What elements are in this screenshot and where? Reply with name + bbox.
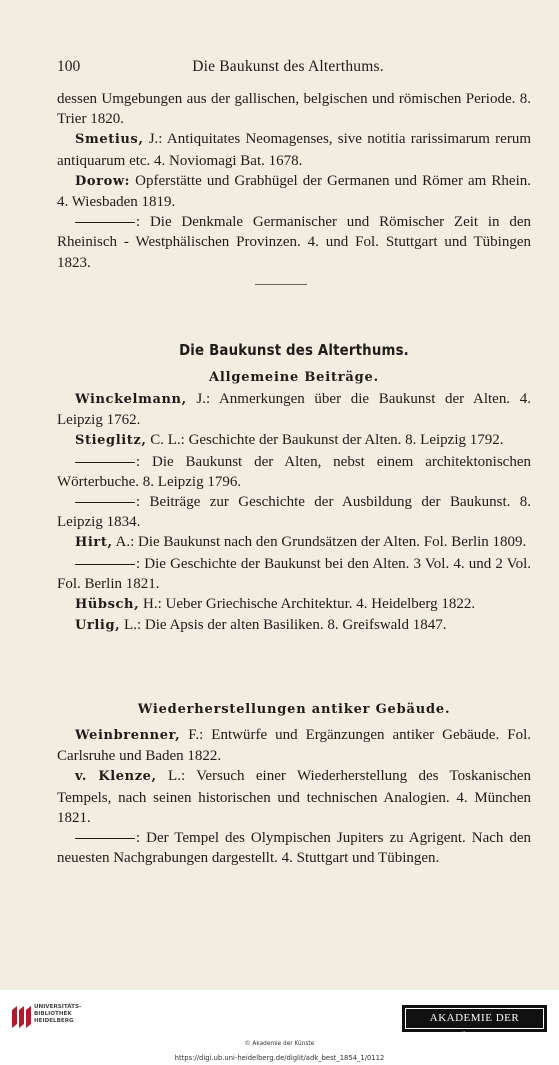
bib-entry [57,725,531,766]
section-divider [255,284,307,285]
author-name: Stieglitz, [75,433,147,449]
entry-text: : Die Geschichte der Baukunst bei den Alten. 3 Vol. 4. und 2 Vol. Fol. Berlin 1821. [57,555,531,592]
entry-text: : Die Denkmale Germanischer und Römischer Zeit in den Rheinisch - Westphälischen Provinzen. 4. und Fol. Stuttgart und Tübingen 1823. [57,214,531,271]
subsection-title-reconstructions: Wiederherstellungen antiker Gebäude. [137,702,451,717]
page-number: 100 [57,58,81,75]
bib-entry [57,452,531,492]
source-url-link[interactable]: https://digi.ub.uni-heidelberg.de/diglit/adk_best_1854_1/0112 [174,1054,385,1062]
author-prefix: v. [75,769,87,785]
bib-entry [57,212,531,273]
copyright-notice: © Akademie der Künste [244,1041,315,1047]
author-name: Smetius, [75,132,144,148]
author-name: Winckelmann, [75,392,187,407]
running-title: Die Baukunst des Alterthums. [192,58,384,75]
bib-entry [57,766,531,828]
entry-text: : Die Baukunst der Alten, nebst einem architektonischen Wörterbuche. 8. Leipzig 1796. [57,453,531,490]
author-name: Dorow: [75,173,131,189]
ditto-dash [75,462,135,463]
bibliography-general [57,389,531,636]
author-name: Klenze, [98,769,157,785]
bib-entry [57,554,531,594]
author-name: Hübsch, [75,597,140,613]
bib-entry [57,430,531,451]
author-name: Hirt, [75,535,113,551]
bibliography-top [57,89,531,273]
bibliography-reconstructions [57,725,531,868]
bib-entry [57,828,531,868]
bib-entry [57,594,531,615]
ditto-dash [75,502,135,503]
bib-entry [57,492,531,532]
university-library-logo-icon[interactable] [10,1004,32,1030]
subsection-title-general: Allgemeine Beiträge. [209,370,379,385]
running-header [57,58,519,78]
entry-text: Opferstätte und Grabhügel der Germanen und Römer am Rhein. 4. Wiesbaden 1819. [57,172,531,211]
ditto-dash [75,564,135,565]
entry-text: : Beiträge zur Geschichte der Ausbildung der Baukunst. 8. Leipzig 1834. [57,494,531,531]
entry-text: F.: Entwürfe und Ergänzungen antiker Gebäude. Fol. Carlsruhe und Baden 1822. [57,727,531,765]
bib-entry [57,171,531,212]
bib-entry [57,389,531,430]
academy-logo[interactable]: AKADEMIE DER KÜNSTE [402,1005,547,1032]
entry-continuation: dessen Umgebungen aus der gallischen, belgischen und römischen Periode. 8. Trier 1820. [57,91,531,128]
ditto-dash [75,838,135,839]
bib-entry [57,129,531,170]
entry-text: L.: Versuch einer Wiederherstellung des Toskanischen Tempels, nach seinen historischen und technischen Analogien. 4. München 1821. [57,768,531,826]
entry-text: A.: Die Baukunst nach den Grundsätzen der Alten. Fol. Berlin 1809. [112,534,527,551]
entry-text: J.: Anmerkungen über die Baukunst der Alten. 4. Leipzig 1762. [57,391,531,429]
section-title: Die Baukunst des Alterthums. [179,341,409,359]
author-name: Urlig, [75,618,121,634]
entry-text: L.: Die Apsis der alten Basiliken. 8. Greifswald 1847. [120,617,447,634]
entry-text: C. L.: Geschichte der Baukunst der Alten. 8. Leipzig 1792. [146,432,504,449]
university-library-name: UNIVERSITÄTS- BIBLIOTHEK HEIDELBERG [34,1004,82,1024]
entry-text: : Der Tempel des Olympischen Jupiters zu Agrigent. Nach den neuesten Nachgrabungen dargestellt. 4. Stuttgart und Tübingen. [57,830,531,867]
entry-text: J.: Antiquitates Neomagenses, sive notitia rarissimarum rerum antiquarum etc. 4. Noviomagi Bat. 1678. [57,131,531,169]
author-name: Weinbrenner, [75,728,181,743]
bib-entry [57,532,531,553]
ditto-dash [75,222,135,223]
bib-entry [57,615,531,636]
entry-text: H.: Ueber Griechische Architektur. 4. Heidelberg 1822. [139,596,476,613]
